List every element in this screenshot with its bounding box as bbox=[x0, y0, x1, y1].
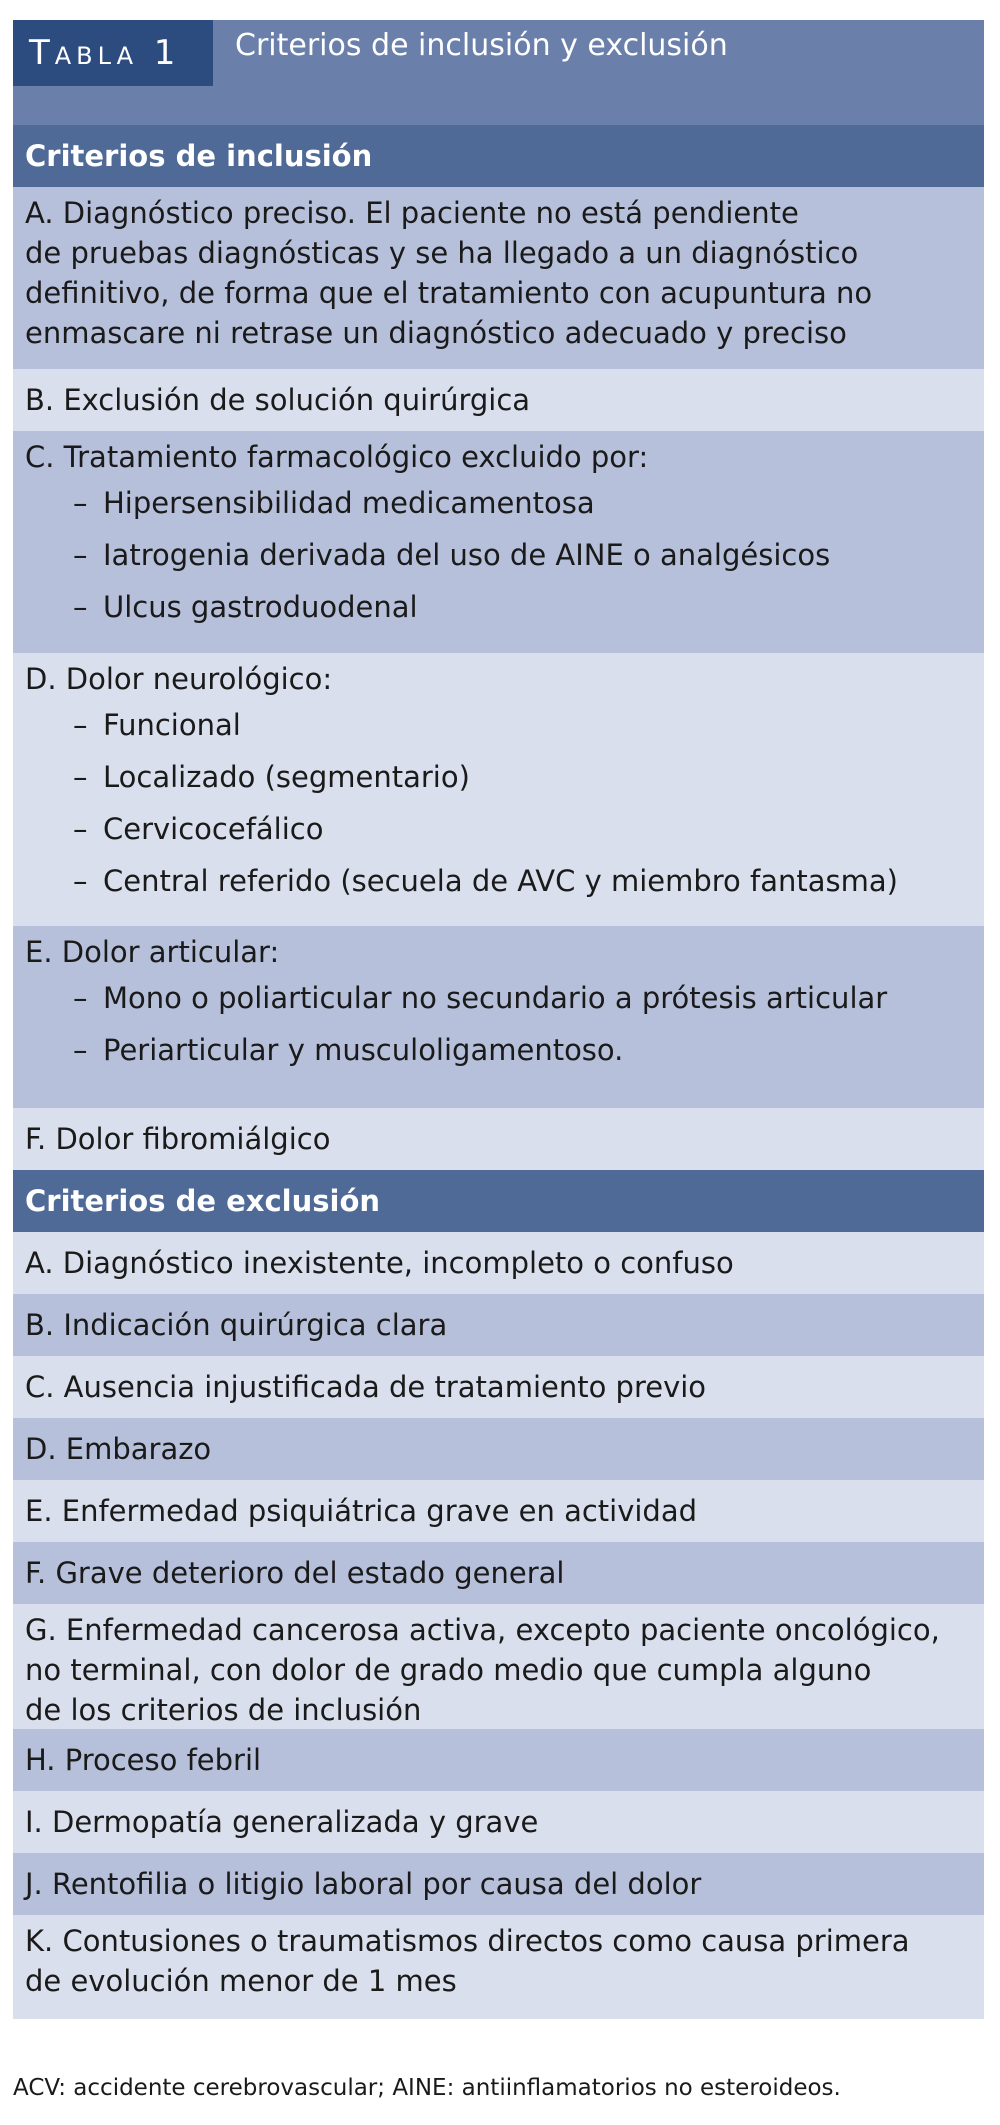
dash-bullet-icon: – bbox=[73, 760, 88, 794]
inclusion-row-subitem bbox=[25, 699, 972, 751]
exclusion-row bbox=[13, 1294, 984, 1356]
inclusion-row bbox=[13, 369, 984, 431]
inclusion-rows bbox=[13, 187, 984, 1170]
exclusion-row-text: A. Diagnóstico inexistente, incompleto o confuso bbox=[25, 1246, 734, 1280]
inclusion-row-text: A. Diagnóstico preciso. El paciente no está pendiente bbox=[25, 196, 799, 230]
inclusion-row bbox=[13, 926, 984, 1108]
inclusion-row-subitem bbox=[25, 477, 972, 529]
dash-bullet-icon: – bbox=[73, 864, 88, 898]
table-title: Criterios de inclusión y exclusión bbox=[235, 28, 728, 63]
inclusion-row bbox=[13, 187, 984, 369]
exclusion-row-text: de los criterios de inclusión bbox=[25, 1693, 422, 1727]
exclusion-row-text: D. Embarazo bbox=[25, 1432, 212, 1466]
exclusion-row-text: K. Contusiones o traumatismos directos como causa primera bbox=[25, 1924, 910, 1958]
exclusion-row bbox=[13, 1791, 984, 1853]
inclusion-row-subitem-text: Central referido (secuela de AVC y miembro fantasma) bbox=[103, 864, 898, 898]
exclusion-row-text: F. Grave deterioro del estado general bbox=[25, 1556, 565, 1590]
exclusion-row bbox=[13, 1853, 984, 1915]
table-number: Tabla 1 bbox=[13, 20, 213, 86]
exclusion-row-text: C. Ausencia injustificada de tratamiento previo bbox=[25, 1370, 707, 1404]
inclusion-row bbox=[13, 431, 984, 653]
inclusion-row-subitem bbox=[25, 529, 972, 581]
inclusion-row-subitem-text: Hipersensibilidad medicamentosa bbox=[103, 486, 595, 520]
inclusion-row-subitem-text: Periarticular y musculoligamentoso. bbox=[103, 1033, 624, 1067]
inclusion-row-text: C. Tratamiento farmacológico excluido por: bbox=[25, 440, 649, 474]
inclusion-row-text: F. Dolor fibromiálgico bbox=[25, 1122, 331, 1156]
exclusion-row bbox=[13, 1729, 984, 1791]
inclusion-row-subitem bbox=[25, 803, 972, 855]
dash-bullet-icon: – bbox=[73, 538, 88, 572]
table-footnote: ACV: accidente cerebrovascular; AINE: antiinflamatorios no esteroideos. bbox=[13, 2075, 841, 2101]
inclusion-row-subitem-text: Ulcus gastroduodenal bbox=[103, 590, 418, 624]
inclusion-row bbox=[13, 653, 984, 926]
inclusion-row-subitem bbox=[25, 751, 972, 803]
dash-bullet-icon: – bbox=[73, 981, 88, 1015]
exclusion-row bbox=[13, 1604, 984, 1729]
inclusion-row-text: definitivo, de forma que el tratamiento con acupuntura no bbox=[25, 276, 873, 310]
dash-bullet-icon: – bbox=[73, 486, 88, 520]
exclusion-row-text: de evolución menor de 1 mes bbox=[25, 1964, 457, 1998]
exclusion-row bbox=[13, 1418, 984, 1480]
exclusion-row-text: J. Rentofilia o litigio laboral por causa del dolor bbox=[25, 1867, 702, 1901]
inclusion-row-subitem-text: Funcional bbox=[103, 708, 241, 742]
exclusion-row bbox=[13, 1480, 984, 1542]
exclusion-row-text: E. Enfermedad psiquiátrica grave en actividad bbox=[25, 1494, 698, 1528]
exclusion-rows bbox=[13, 1232, 984, 2019]
dash-bullet-icon: – bbox=[73, 708, 88, 742]
exclusion-row-text: I. Dermopatía generalizada y grave bbox=[25, 1805, 539, 1839]
inclusion-heading: Criterios de inclusión bbox=[13, 125, 984, 187]
exclusion-heading: Criterios de exclusión bbox=[13, 1170, 984, 1232]
table-title-bar bbox=[13, 20, 984, 125]
inclusion-row-subitem-text: Localizado (segmentario) bbox=[103, 760, 470, 794]
inclusion-row bbox=[13, 1108, 984, 1170]
inclusion-row-subitem bbox=[25, 972, 972, 1024]
exclusion-row-text: G. Enfermedad cancerosa activa, excepto paciente oncológico, bbox=[25, 1613, 940, 1647]
inclusion-row-text: B. Exclusión de solución quirúrgica bbox=[25, 383, 531, 417]
dash-bullet-icon: – bbox=[73, 590, 88, 624]
inclusion-row-subitem bbox=[25, 581, 972, 633]
inclusion-row-text: E. Dolor articular: bbox=[25, 935, 280, 969]
inclusion-row-subitem bbox=[25, 855, 972, 907]
criteria-table bbox=[13, 20, 984, 2019]
dash-bullet-icon: – bbox=[73, 812, 88, 846]
exclusion-row bbox=[13, 1542, 984, 1604]
exclusion-row-text: no terminal, con dolor de grado medio que cumpla alguno bbox=[25, 1653, 872, 1687]
inclusion-row-text: enmascare ni retrase un diagnóstico adecuado y preciso bbox=[25, 316, 847, 350]
exclusion-row-text: B. Indicación quirúrgica clara bbox=[25, 1308, 448, 1342]
dash-bullet-icon: – bbox=[73, 1033, 88, 1067]
inclusion-row-subitem-text: Cervicocefálico bbox=[103, 812, 324, 846]
inclusion-row-subitem-text: Iatrogenia derivada del uso de AINE o analgésicos bbox=[103, 538, 831, 572]
inclusion-row-text: de pruebas diagnósticas y se ha llegado a un diagnóstico bbox=[25, 236, 859, 270]
inclusion-row-subitem bbox=[25, 1024, 972, 1076]
inclusion-row-subitem-text: Mono o poliarticular no secundario a prótesis articular bbox=[103, 981, 888, 1015]
exclusion-row-text: H. Proceso febril bbox=[25, 1743, 262, 1777]
inclusion-row-text: D. Dolor neurológico: bbox=[25, 662, 333, 696]
exclusion-row bbox=[13, 1232, 984, 1294]
exclusion-row bbox=[13, 1356, 984, 1418]
exclusion-row bbox=[13, 1915, 984, 2019]
